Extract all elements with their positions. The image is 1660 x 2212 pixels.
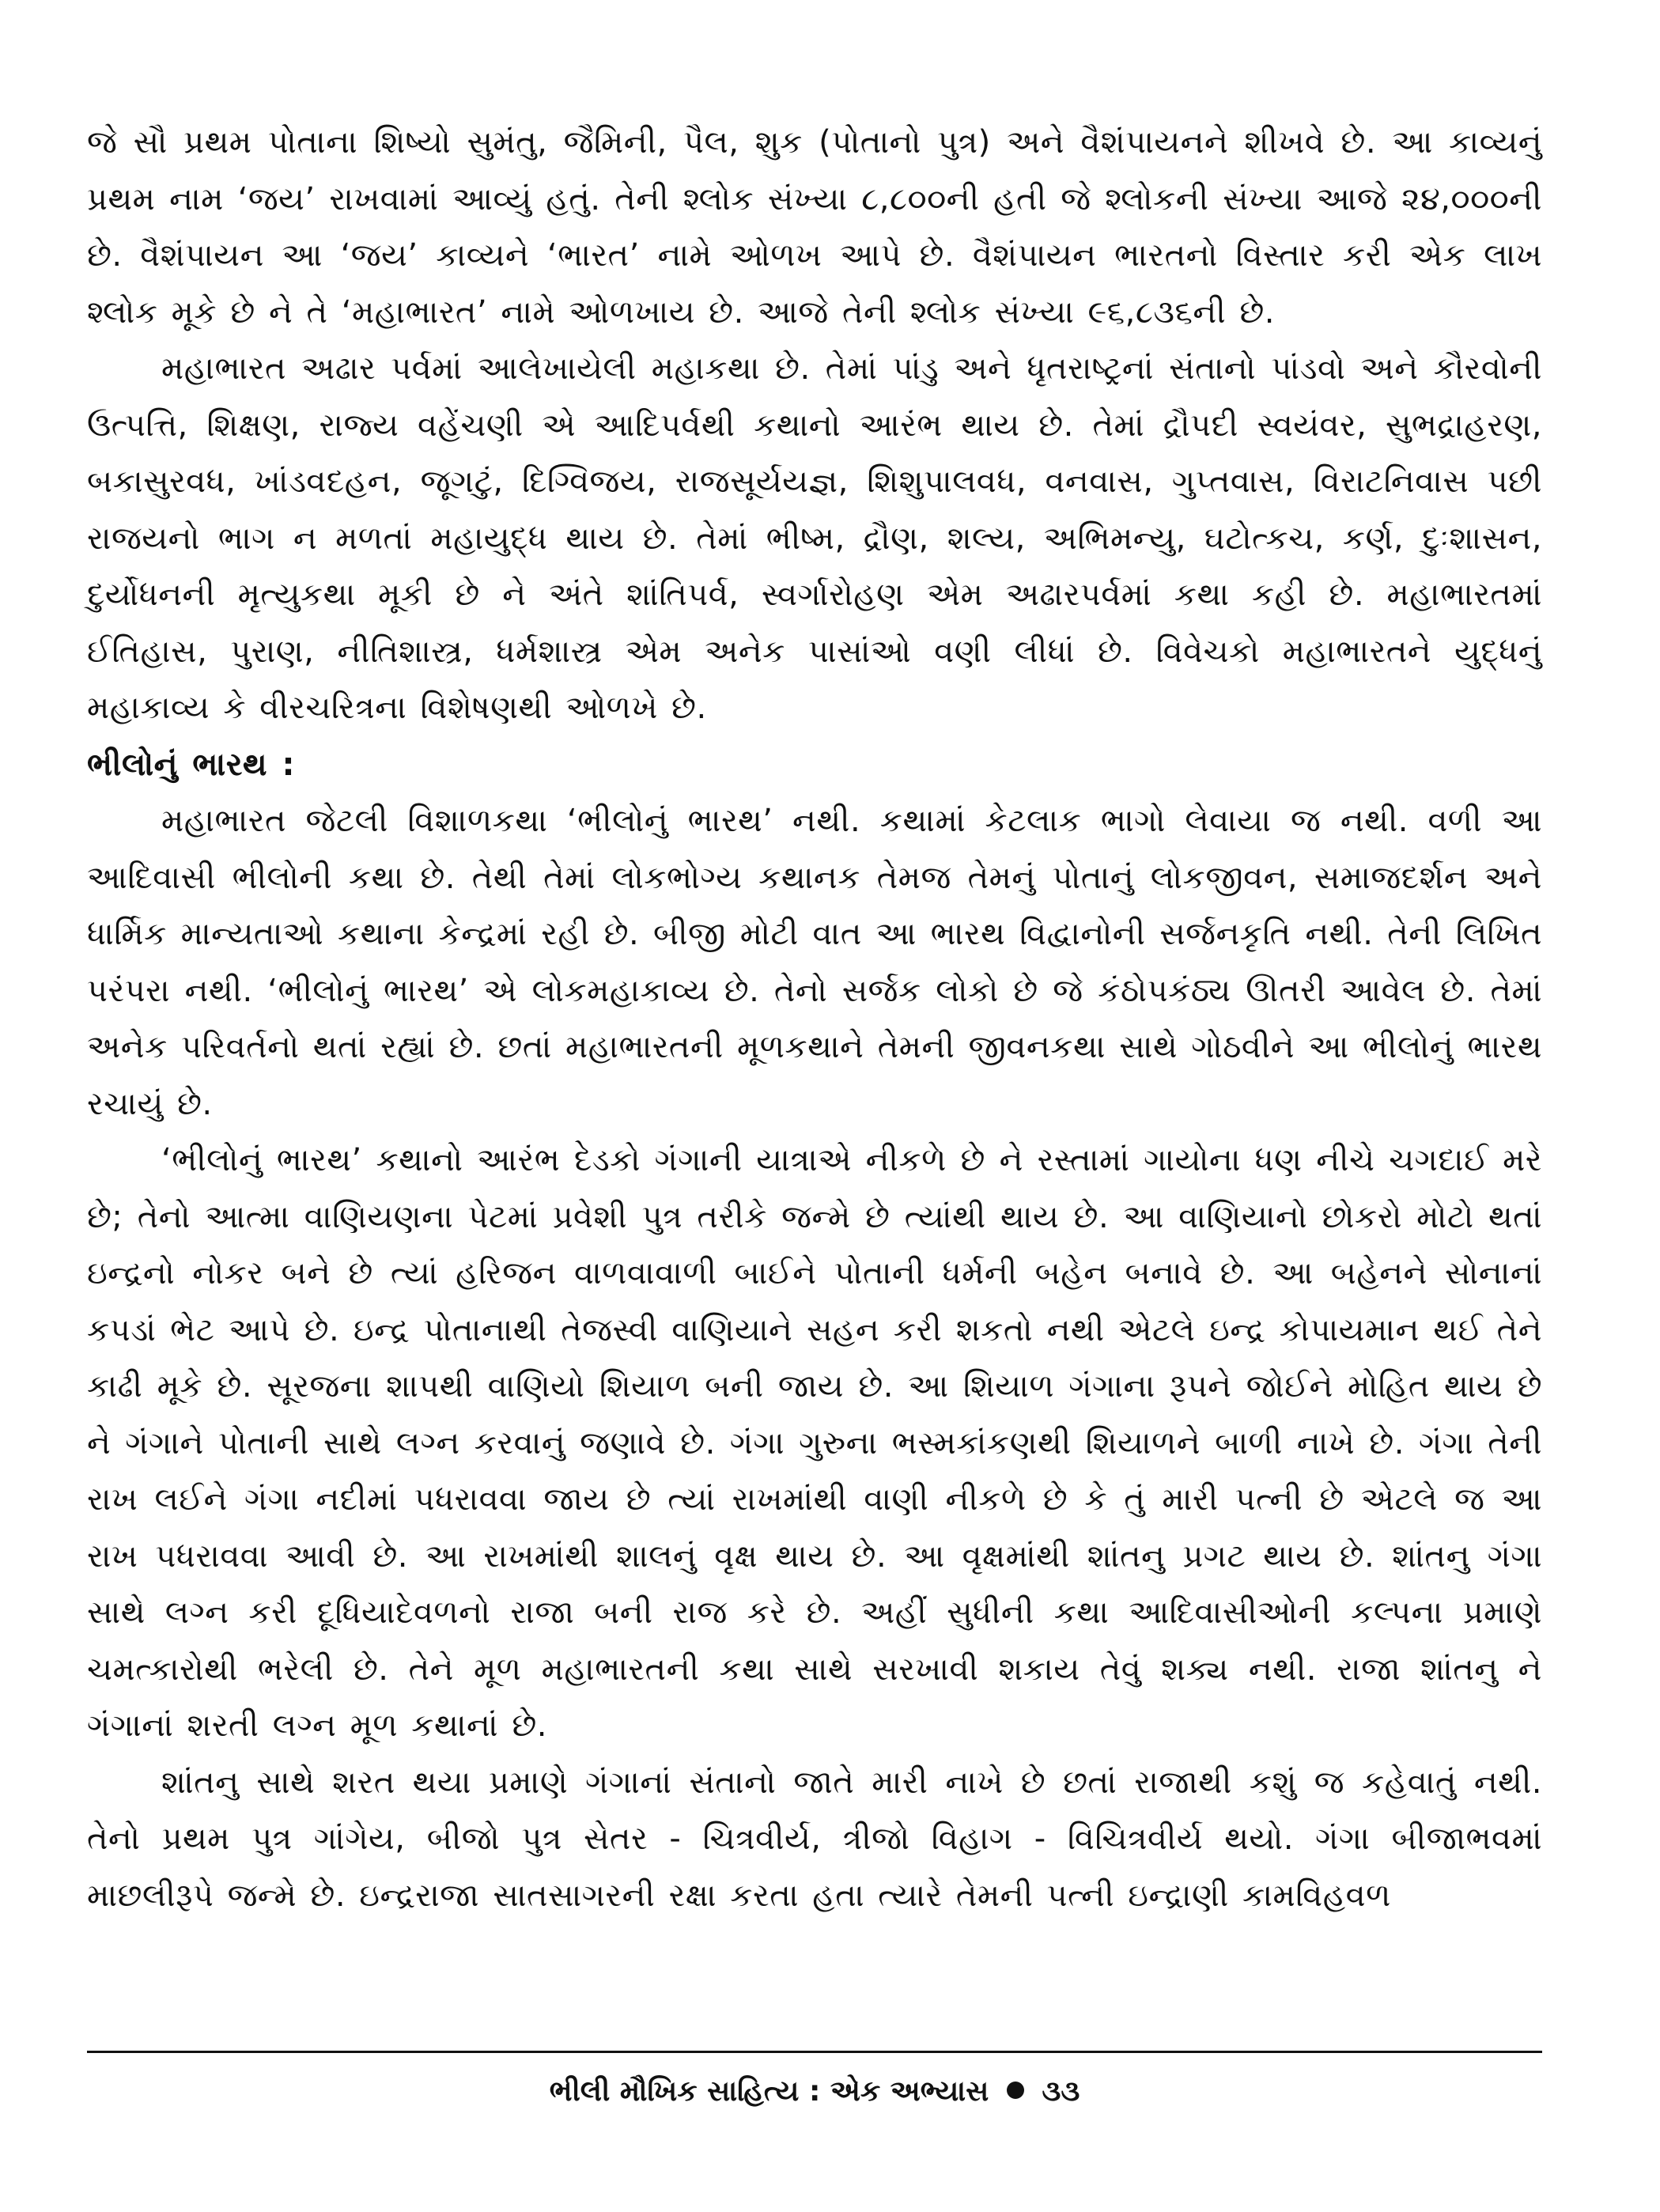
paragraph-bhil-bharath-intro: મહાભારત જેટલી વિશાળકથા ‘ભીલોનું ભારથ’ નથી. કથામાં કેટલાક ભાગો લેવાયા જ નથી. વળી આ આદિવાસી ભીલોની કથા છે. તેથી તેમાં લોકભોગ્ય કથાનક તેમજ તેમનું પોતાનું લોકજીવન, સમાજદર્શન અને ધાર્મિક માન્યતાઓ કથાના કેન્દ્રમાં રહી છે. બીજી મોટી વાત આ ભારથ વિદ્વાનોની સર્જનકૃતિ નથી. તેની લિખિત પરંપરા નથી. ‘ભીલોનું ભારથ’ એ લોકમહાકાવ્ય છે. તેનો સર્જક લોકો છે જે કંઠોપકંઠ્ય ઊતરી આવેલ છે. તેમાં અનેક પરિવર્તનો થતાં રહ્યાં છે. છતાં મહાભારતની મૂળકથાને તેમની જીવનકથા સાથે ગોઠવીને આ ભીલોનું ભારથ રચાયું છે. (87, 803, 1542, 1122)
footer-rule (87, 2051, 1542, 2053)
footer-book-title: ભીલી મૌખિક સાહિત્ય : એક અભ્યાસ (549, 2075, 989, 2108)
paragraph-bhil-bharath-story: ‘ભીલોનું ભારથ’ કથાનો આરંભ દેડકો ગંગાની યાત્રાએ નીકળે છે ને રસ્તામાં ગાયોના ધણ નીચે ચગદાઈ મરે છે; તેનો આત્મા વાણિયણના પેટમાં પ્રવેશી પુત્ર તરીકે જન્મે છે ત્યાંથી થાય છે. આ વાણિયાનો છોકરો મોટો થતાં ઇન્દ્રનો નોકર બને છે ત્યાં હરિજન વાળવાવાળી બાઈને પોતાની ધર્મની બહેન બનાવે છે. આ બહેનને સોનાનાં કપડાં ભેટ આપે છે. ઇન્દ્ર પોતાનાથી તેજસ્વી વાણિયાને સહન કરી શકતો નથી એટલે ઇન્દ્ર કોપાયમાન થઈ તેને કાઢી મૂકે છે. સૂરજના શાપથી વાણિયો શિયાળ બની જાય છે. આ શિયાળ ગંગાના રૂપને જોઈને મોહિત થાય છે ને ગંગાને પોતાની સાથે લગ્ન કરવાનું જણાવે છે. ગંગા ગુરુના ભસ્મકાંકણથી શિયાળને બાળી નાખે છે. ગંગા તેની રાખ લઈને ગંગા નદીમાં પધરાવવા જાય છે ત્યાં રાખમાંથી વાણી નીકળે છે કે તું મારી પત્ની છે એટલે જ આ રાખ પધરાવવા આવી છે. આ રાખમાંથી શાલનું વૃક્ષ થાય છે. આ વૃક્ષમાંથી શાંતનુ પ્રગટ થાય છે. શાંતનુ ગંગા સાથે લગ્ન કરી દૂધિયાદેવળનો રાજા બની રાજ કરે છે. અહીં સુધીની કથા આદિવાસીઓની કલ્પના પ્રમાણે ચમત્કારોથી ભરેલી છે. તેને મૂળ મહાભારતની કથા સાથે સરખાવી શકાય તેવું શક્ય નથી. રાજા શાંતનુ ને ગંગાનાં શરતી લગ્ન મૂળ કથાનાં છે. (87, 1142, 1542, 1744)
paragraph-continuation: જે સૌ પ્રથમ પોતાના શિષ્યો સુમંતુ, જૈમિની, પૈલ, શુક (પોતાનો પુત્ર) અને વૈશંપાયનને શીખવે છે. આ કાવ્યનું પ્રથમ નામ ‘જય’ રાખવામાં આવ્યું હતું. તેની શ્લોક સંખ્યા ૮,૮૦૦ની હતી જે શ્લોકની સંખ્યા આજે ૨૪,૦૦૦ની છે. વૈશંપાયન આ ‘જય’ કાવ્યને ‘ભારત’ નામે ઓળખ આપે છે. વૈશંપાયન ભારતનો વિસ્તાર કરી એક લાખ શ્લોક મૂકે છે ને તે ‘મહાભારત’ નામે ઓળખાય છે. આજે તેની શ્લોક સંખ્યા ૯૬,૮૩૬ની છે. (87, 124, 1542, 331)
page-body (87, 115, 1542, 2139)
paragraph-mahabharat-summary: મહાભારત અઢાર પર્વમાં આલેખાયેલી મહાકથા છે. તેમાં પાંડુ અને ધૃતરાષ્ટ્રનાં સંતાનો પાંડવો અને કૌરવોની ઉત્પત્તિ, શિક્ષણ, રાજ્ય વહેંચણી એ આદિપર્વથી કથાનો આરંભ થાય છે. તેમાં દ્રૌપદી સ્વયંવર, સુભદ્રાહરણ, બકાસુરવધ, ખાંડવદહન, જૂગટું, દિગ્વિજય, રાજસૂર્યયજ્ઞ, શિશુપાલવધ, વનવાસ, ગુપ્તવાસ, વિરાટનિવાસ પછી રાજયનો ભાગ ન મળતાં મહાયુદ્ધ થાય છે. તેમાં ભીષ્મ, દ્રૌણ, શલ્ય, અભિમન્યુ, ઘટોત્કચ, કર્ણ, દુઃશાસન, દુર્યોધનની મૃત્યુકથા મૂકી છે ને અંતે શાંતિપર્વ, સ્વર્ગારોહણ એમ અઢારપર્વમાં કથા કહી છે. મહાભારતમાં ઈતિહાસ, પુરાણ, નીતિશાસ્ત્ર, ધર્મશાસ્ત્ર એમ અનેક પાસાંઓ વણી લીધાં છે. વિવેચકો મહાભારતને યુદ્ધનું મહાકાવ્ય કે વીરચરિત્રના વિશેષણથી ઓળખે છે. (87, 350, 1542, 726)
paragraph-shantanu-ganga: શાંતનુ સાથે શરત થયા પ્રમાણે ગંગાનાં સંતાનો જાતે મારી નાખે છે છતાં રાજાથી કશું જ કહેવાતું નથી. તેનો પ્રથમ પુત્ર ગાંગેય, બીજો પુત્ર સેતર - ચિત્રવીર્ય, ત્રીજો વિહાગ - વિચિત્રવીર્ય થયો. ગંગા બીજાભવમાં માછલીરૂપે જન્મે છે. ઇન્દ્રરાજા સાતસાગરની રક્ષા કરતા હતા ત્યારે તેમની પત્ની ઇન્દ્રાણી કામવિહવળ (87, 1764, 1542, 1914)
page-footer (87, 2072, 1542, 2112)
footer-page-number: ૩૩ (1042, 2075, 1080, 2108)
section-heading: ભીલોનું ભારથ : (87, 746, 295, 783)
body-text (87, 115, 1542, 1924)
bullet-icon (1007, 2082, 1024, 2099)
